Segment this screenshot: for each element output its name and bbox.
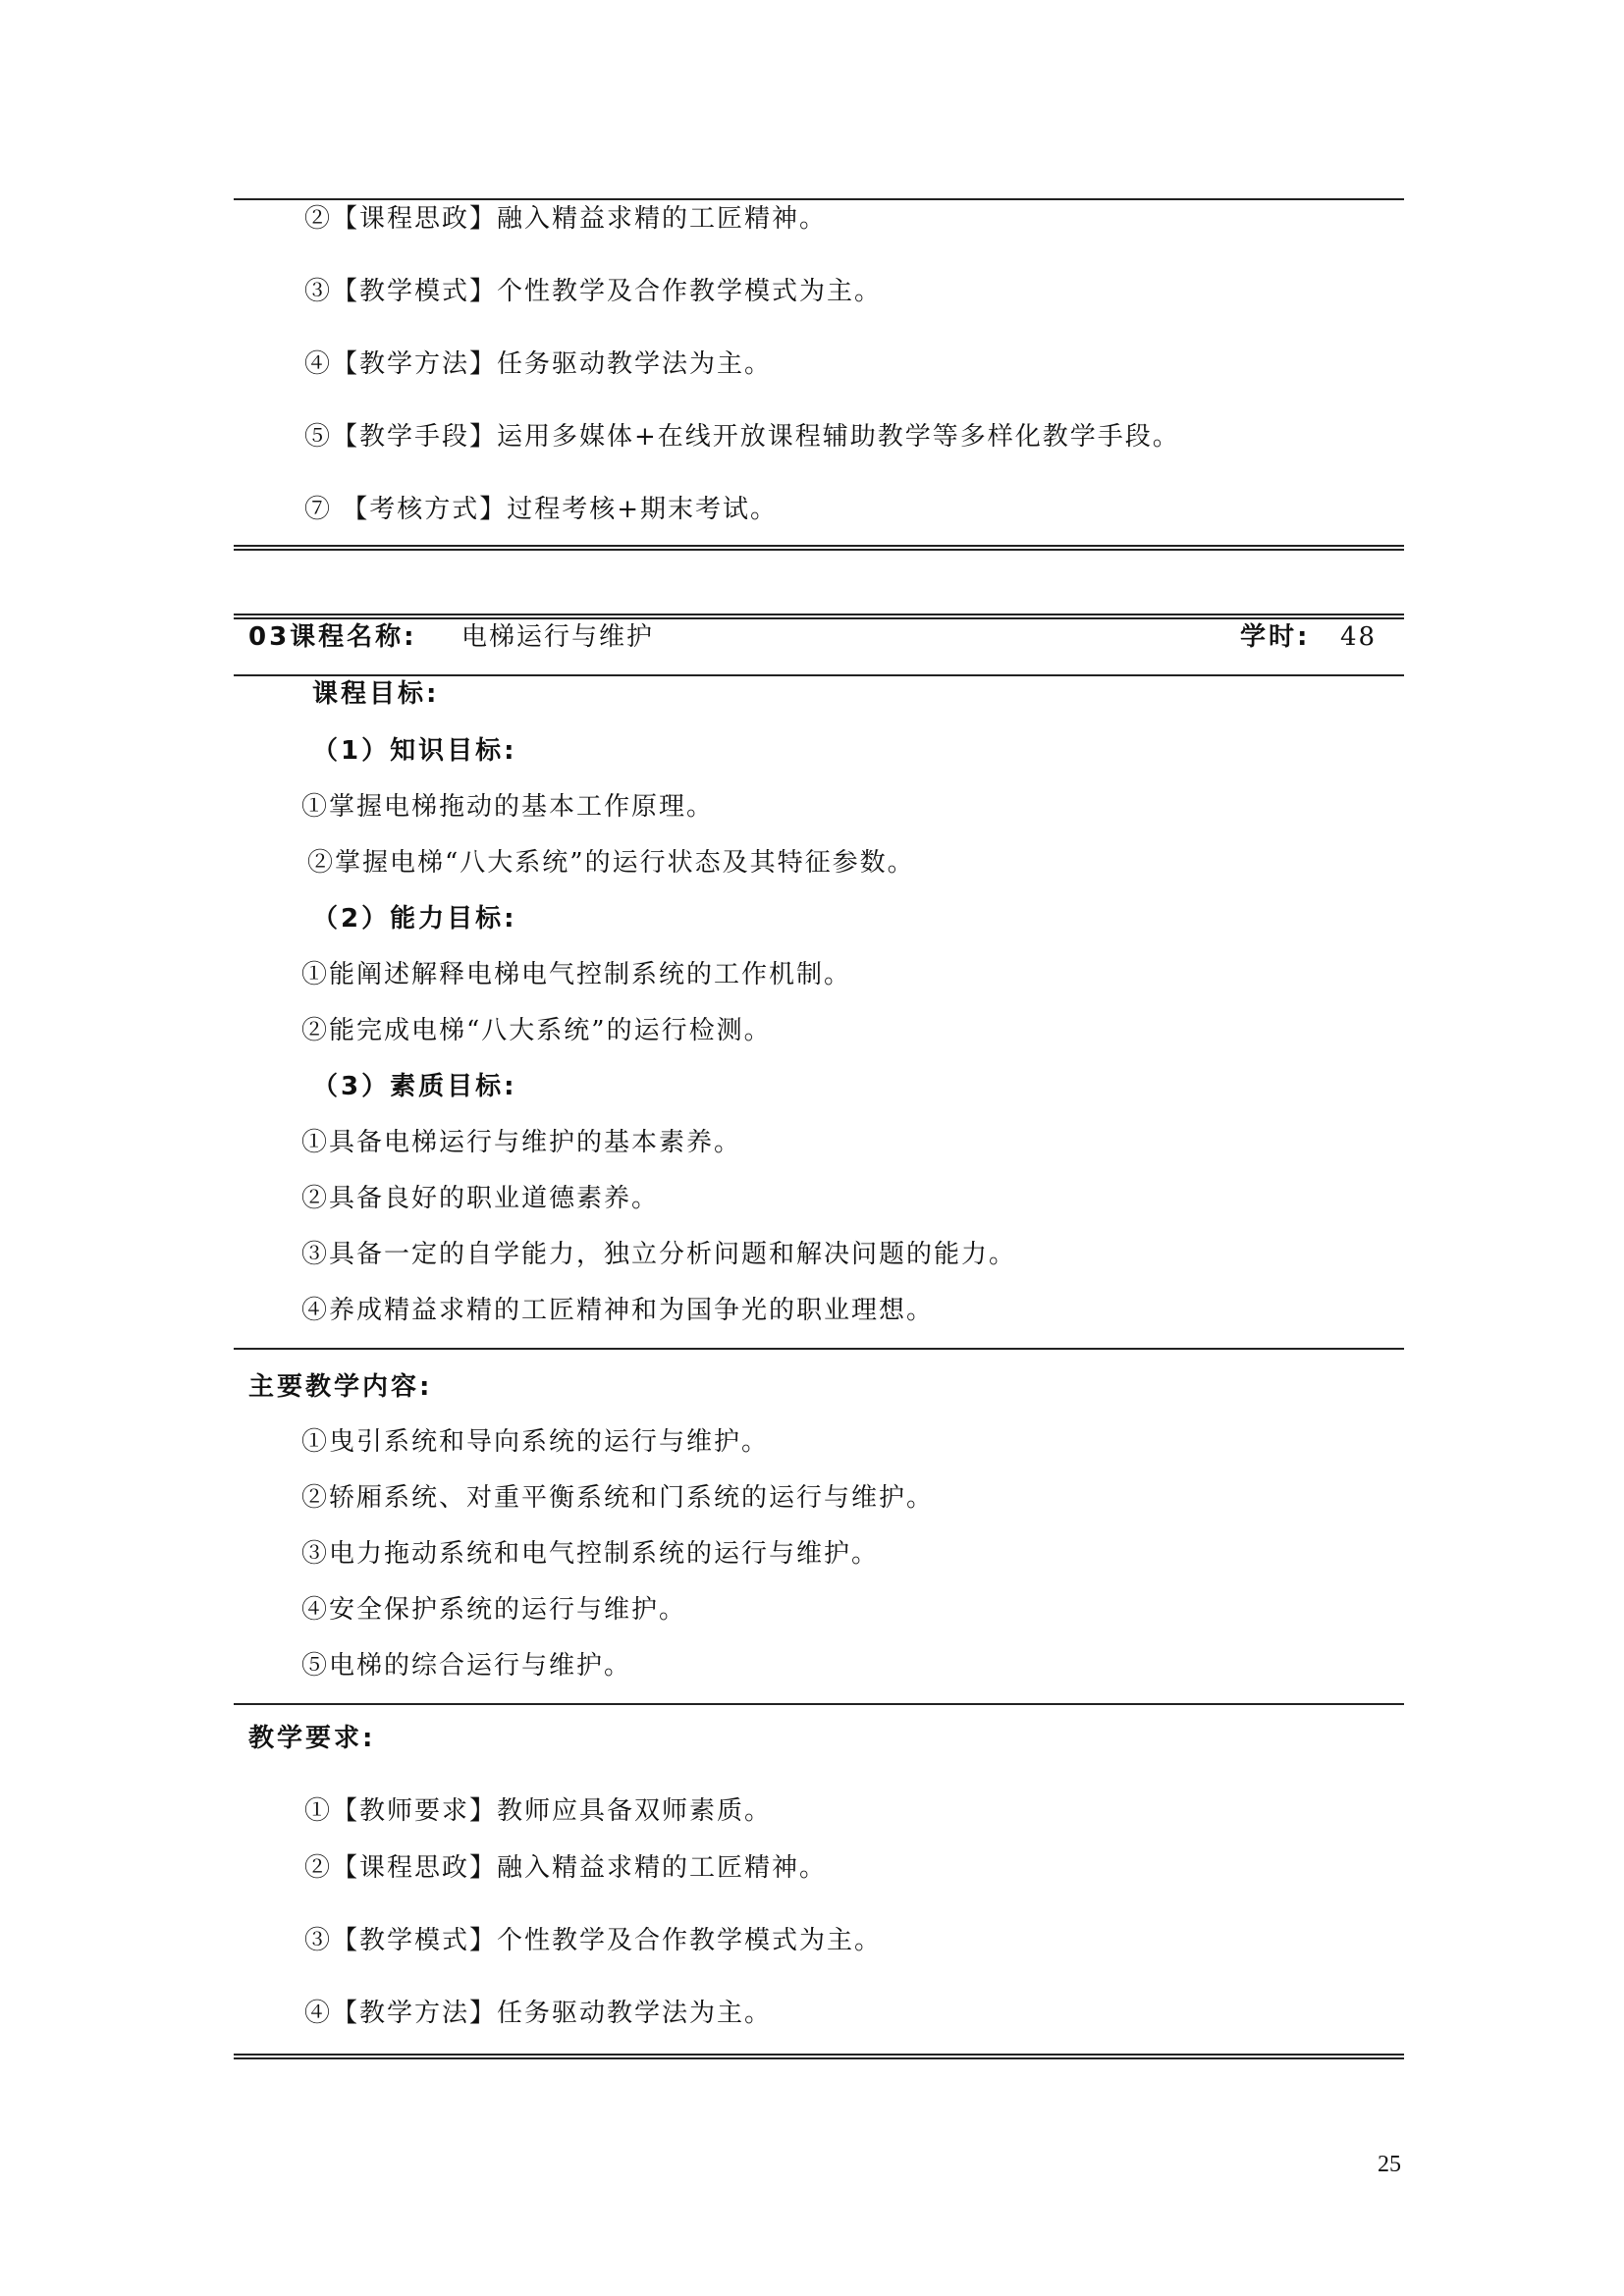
top-rule [234, 198, 1404, 200]
bottom-rule-2 [234, 2057, 1404, 2059]
top-item-3: ④【教学方法】任务驱动教学法为主。 [304, 349, 773, 379]
ability-item-1: ①能阐述解释电梯电气控制系统的工作机制。 [301, 960, 852, 989]
requirements-item-1: ①【教师要求】教师应具备双师素质。 [304, 1796, 773, 1826]
course-hours-label: 学时: [1240, 622, 1311, 652]
content-item-5: ⑤电梯的综合运行与维护。 [301, 1651, 632, 1681]
course-header-rule-bottom [234, 674, 1404, 676]
ability-heading: （2）能力目标: [312, 904, 517, 934]
top-item-4: ⑤【教学手段】运用多媒体+在线开放课程辅助教学等多样化教学手段。 [304, 422, 1180, 452]
ability-item-2: ②能完成电梯“八大系统”的运行检测。 [301, 1016, 772, 1045]
top-section-end-rule-2 [234, 549, 1404, 551]
knowledge-item-1: ①掌握电梯拖动的基本工作原理。 [301, 792, 715, 822]
top-section-end-rule-1 [234, 545, 1404, 547]
objectives-title: 课程目标: [312, 679, 440, 709]
requirements-item-4: ④【教学方法】任务驱动教学法为主。 [304, 1999, 773, 2028]
content-end-rule [234, 1703, 1404, 1705]
requirements-item-3: ③【教学模式】个性教学及合作教学模式为主。 [304, 1926, 883, 1955]
top-item-5: ⑦ 【考核方式】过程考核+期末考试。 [304, 495, 779, 524]
top-item-1: ②【课程思政】融入精益求精的工匠精神。 [304, 204, 828, 234]
bottom-rule-1 [234, 2054, 1404, 2056]
objectives-end-rule [234, 1348, 1404, 1350]
quality-item-2: ②具备良好的职业道德素养。 [301, 1184, 660, 1213]
content-item-1: ①曳引系统和导向系统的运行与维护。 [301, 1427, 770, 1457]
content-item-2: ②轿厢系统、对重平衡系统和门系统的运行与维护。 [301, 1483, 935, 1513]
quality-item-4: ④养成精益求精的工匠精神和为国争光的职业理想。 [301, 1296, 935, 1325]
quality-heading: （3）素质目标: [312, 1072, 517, 1101]
requirements-title: 教学要求: [248, 1724, 376, 1753]
requirements-item-2: ②【课程思政】融入精益求精的工匠精神。 [304, 1853, 828, 1883]
quality-item-1: ①具备电梯运行与维护的基本素养。 [301, 1128, 742, 1157]
quality-item-3: ③具备一定的自学能力，独立分析问题和解决问题的能力。 [301, 1240, 1017, 1269]
page-number: 25 [1378, 2152, 1401, 2177]
course-hours: 48 [1340, 622, 1378, 652]
content-item-3: ③电力拖动系统和电气控制系统的运行与维护。 [301, 1539, 880, 1569]
knowledge-item-2: ②掌握电梯“八大系统”的运行状态及其特征参数。 [307, 848, 915, 878]
course-number-label: 03课程名称: [248, 622, 417, 652]
course-name: 电梯运行与维护 [461, 622, 655, 652]
content-title: 主要教学内容: [248, 1372, 433, 1402]
top-item-2: ③【教学模式】个性教学及合作教学模式为主。 [304, 277, 883, 306]
content-item-4: ④安全保护系统的运行与维护。 [301, 1595, 687, 1625]
knowledge-heading: （1）知识目标: [312, 736, 517, 766]
course-header-rule-top-2 [234, 617, 1404, 619]
course-header-rule-top-1 [234, 614, 1404, 615]
